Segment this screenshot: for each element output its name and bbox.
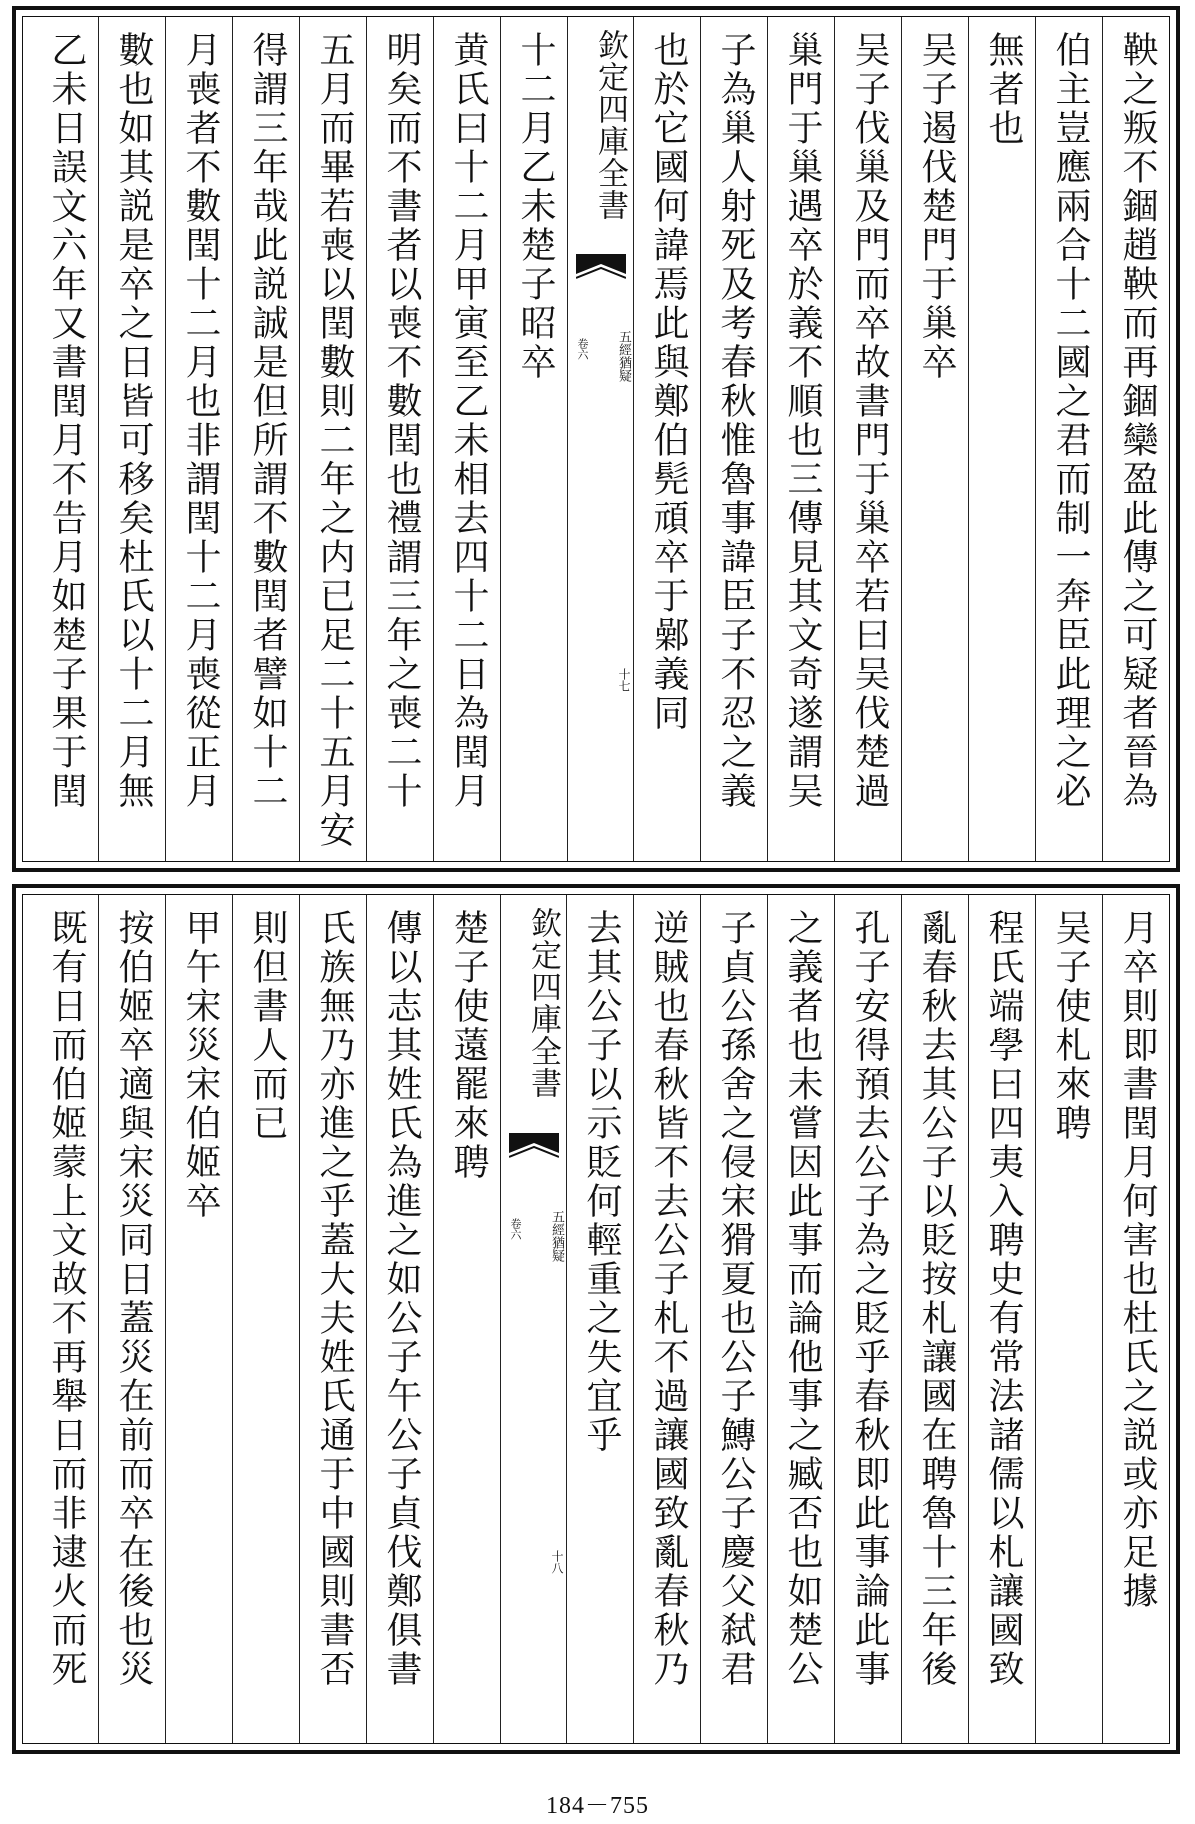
column-text: 五月而畢若喪以閏數則二年之内已足二十五月安 — [314, 31, 355, 850]
column-text: 之義者也未嘗因此事而論他事之臧否也如楚公 — [782, 909, 823, 1689]
top-page-columns — [23, 17, 1169, 861]
text-column — [366, 17, 433, 861]
text-column — [433, 17, 500, 861]
bottom-page-inner-border — [22, 894, 1170, 1744]
text-column — [500, 17, 567, 861]
text-column — [299, 17, 366, 861]
text-column — [633, 17, 700, 861]
column-text: 子貞公孫舍之侵宋猾夏也公子鱄公子慶父弑君 — [715, 909, 756, 1689]
text-column — [433, 895, 500, 1743]
text-column — [165, 895, 232, 1743]
column-text: 程氏端學曰四夷入聘史有常法諸儒以札讓國致 — [983, 909, 1024, 1689]
column-text: 鞅之叛不錮趙鞅而再錮欒盈此傳之可疑者晉為 — [1117, 31, 1158, 811]
column-text: 傳以志其姓氏為進之如公子午公子貞伐鄭俱書 — [381, 909, 422, 1689]
column-text: 乙未日誤文六年又書閏月不告月如楚子果于閏 — [46, 31, 87, 811]
text-column — [366, 895, 433, 1743]
text-column — [98, 17, 165, 861]
text-column — [1102, 895, 1169, 1743]
fishtail-mark-icon — [509, 1133, 559, 1167]
column-text: 數也如其説是卒之日皆可移矣杜氏以十二月無 — [113, 31, 154, 811]
column-text: 楚子使薳罷來聘 — [448, 909, 489, 1182]
header-title: 欽定四庫全書 — [525, 907, 561, 1099]
text-column — [1102, 17, 1169, 861]
column-text: 子為巢人射死及考春秋惟魯事諱臣子不忍之義 — [715, 31, 756, 811]
column-text: 氏族無乃亦進之乎蓋大夫姓氏通于中國則書否 — [314, 909, 355, 1689]
text-column — [767, 17, 834, 861]
text-column — [834, 895, 901, 1743]
column-text: 月卒則即書閏月何害也杜氏之説或亦足據 — [1117, 909, 1158, 1611]
text-column — [299, 895, 366, 1743]
top-page-inner-border — [22, 16, 1170, 862]
text-column — [232, 895, 299, 1743]
column-text: 甲午宋災宋伯姬卒 — [180, 909, 221, 1221]
text-column — [31, 895, 98, 1743]
text-column — [700, 895, 767, 1743]
book-title: 五經猶疑 — [549, 1209, 564, 1262]
fishtail-mark-icon — [576, 254, 626, 288]
column-text: 吴子遏伐楚門于巢卒 — [916, 31, 957, 382]
volume-label: 卷六 — [576, 338, 589, 361]
book-title: 五經猶疑 — [616, 330, 631, 383]
column-text: 巢門于巢遇卒於義不順也三傳見其文奇遂謂吴 — [782, 31, 823, 811]
text-column — [901, 895, 968, 1743]
text-column — [633, 895, 700, 1743]
column-text: 孔子安得預去公子為之貶乎春秋即此事論此事 — [849, 909, 890, 1689]
column-text: 得謂三年哉此説誠是但所謂不數閏者譬如十二 — [247, 31, 288, 811]
column-text: 亂春秋去其公子以貶按札讓國在聘魯十三年後 — [916, 909, 957, 1689]
leaf-number: 十七 — [617, 668, 631, 693]
center-gutter — [567, 17, 633, 861]
column-text: 無者也 — [983, 31, 1024, 148]
text-column — [901, 17, 968, 861]
text-column — [232, 17, 299, 861]
text-column — [165, 17, 232, 861]
bottom-page-columns — [23, 895, 1169, 1743]
text-column — [767, 895, 834, 1743]
column-text: 也於它國何諱焉此與鄭伯髡頑卒于鄵義同 — [648, 31, 689, 733]
column-text: 伯主豈應兩合十二國之君而制一奔臣此理之必 — [1050, 31, 1091, 811]
column-text: 十二月乙未楚子昭卒 — [515, 31, 556, 382]
column-text: 吴子伐巢及門而卒故書門于巢卒若曰吴伐楚過 — [849, 31, 890, 811]
text-column — [968, 17, 1035, 861]
column-text: 吴子使札來聘 — [1050, 909, 1091, 1143]
text-column — [834, 17, 901, 861]
column-text: 逆賊也春秋皆不去公子札不過讓國致亂春秋乃 — [648, 909, 689, 1689]
volume-label: 卷六 — [509, 1218, 522, 1240]
column-text: 去其公子以示貶何輕重之失宜乎 — [581, 909, 622, 1455]
text-column — [31, 17, 98, 861]
bottom-page-frame — [12, 884, 1180, 1754]
column-text: 明矣而不書者以喪不數閏也禮謂三年之喪二十 — [381, 31, 422, 811]
column-text: 按伯姬卒適與宋災同日蓋災在前而卒在後也災 — [113, 909, 154, 1689]
text-column — [1035, 17, 1102, 861]
text-column — [98, 895, 165, 1743]
text-column — [700, 17, 767, 861]
text-column — [968, 895, 1035, 1743]
text-column — [566, 895, 633, 1743]
column-text: 既有日而伯姬蒙上文故不再舉日而非逮火而死 — [46, 909, 87, 1689]
top-page-frame — [12, 6, 1180, 872]
text-column — [1035, 895, 1102, 1743]
header-title: 欽定四庫全書 — [592, 29, 628, 221]
column-text: 則但書人而已 — [247, 909, 288, 1143]
column-text: 月喪者不數閏十二月也非謂閏十二月喪從正月 — [180, 31, 221, 811]
column-text: 黄氏曰十二月甲寅至乙未相去四十二日為閏月 — [448, 31, 489, 811]
leaf-number: 十八 — [550, 1549, 564, 1574]
center-gutter — [500, 895, 566, 1743]
page-number: 184－755 — [546, 1793, 649, 1819]
